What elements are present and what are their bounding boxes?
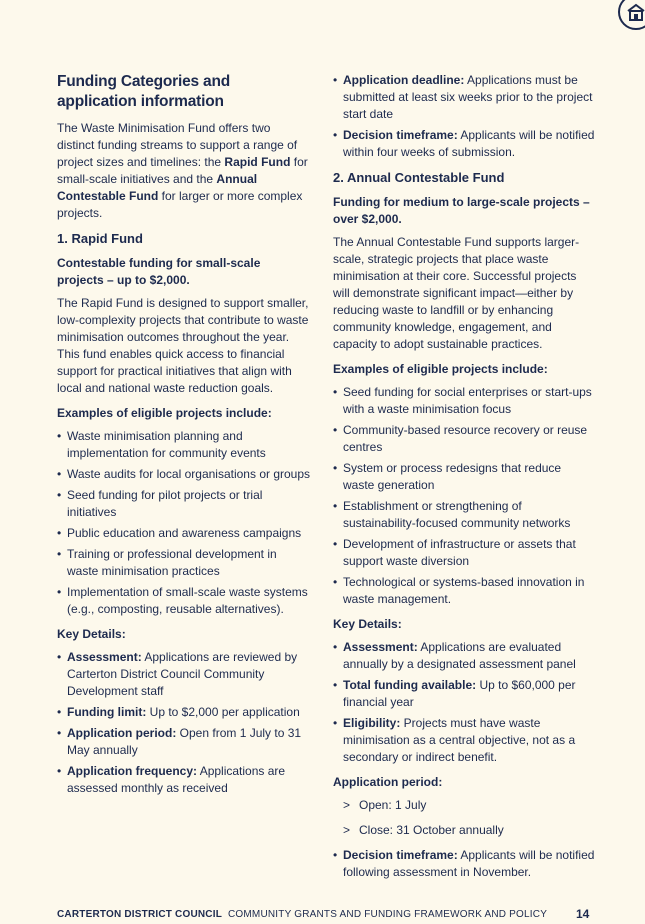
page-heading: Funding Categories and application information (57, 73, 230, 110)
application-period-list (333, 797, 595, 839)
rapid-fund-description: The Rapid Fund is designed to support smaller, low-complexity projects that contribute to waste minimisation outcomes throughout the year. This fund enables quick access to financial support for practical initiatives that align with local and national waste reduction goals. (57, 296, 309, 395)
annual-fund-subtitle: Funding for medium to large-scale projects – over $2,000. (333, 195, 590, 226)
annual-examples-heading: Examples of eligible projects include: (333, 362, 548, 376)
list-item: • Application period: Open from 1 July to 31 May annually (57, 725, 310, 759)
footer-document-title: COMMUNITY GRANTS AND FUNDING FRAMEWORK AND POLICY (227, 909, 548, 920)
application-period-heading: Application period: (333, 775, 443, 789)
rapid-fund-title: 1. Rapid Fund (57, 231, 143, 246)
list-item: • Eligibility: Projects must have waste minimisation as a central objective, not as a secondary or indirect benefit. (333, 715, 595, 766)
list-item: • Waste minimisation planning and implementation for community events (57, 428, 310, 462)
list-item: • Decision timeframe: Applicants will be notified within four weeks of submission. (333, 127, 595, 161)
list-item: • System or process redesigns that reduce waste generation (333, 460, 595, 494)
rapid-key-details-list (57, 649, 310, 797)
list-item: • Application deadline: Applications must be submitted at least six weeks prior to the project start date (333, 72, 595, 123)
list-item: • Technological or systems-based innovation in waste management. (333, 574, 595, 608)
list-item: • Seed funding for pilot projects or trial initiatives (57, 487, 310, 521)
rapid-key-details-continued (333, 72, 595, 161)
footer-organisation: CARTERTON DISTRICT COUNCIL (57, 909, 223, 920)
list-item: > Close: 31 October annually (333, 822, 595, 839)
home-icon (626, 3, 645, 21)
list-item: • Implementation of small-scale waste systems (e.g., composting, reusable alternatives). (57, 584, 310, 618)
rapid-examples-heading: Examples of eligible projects include: (57, 406, 272, 420)
list-item: • Decision timeframe: Applicants will be notified following assessment in November. (333, 847, 595, 881)
list-item: • Development of infrastructure or assets that support waste diversion (333, 536, 595, 570)
annual-key-details-list (333, 639, 595, 766)
list-item: • Public education and awareness campaigns (57, 525, 310, 542)
annual-key-details-heading: Key Details: (333, 617, 402, 631)
page-number: 14 (576, 907, 590, 921)
annual-examples-list (333, 384, 595, 608)
list-item: • Seed funding for social enterprises or start-ups with a waste minimisation focus (333, 384, 595, 418)
list-item: • Assessment: Applications are evaluated annually by a designated assessment panel (333, 639, 595, 673)
footer (57, 908, 589, 922)
list-item: • Total funding available: Up to $60,000 per financial year (333, 677, 595, 711)
list-item: > Open: 1 July (333, 797, 595, 814)
annual-fund-title: 2. Annual Contestable Fund (333, 170, 505, 185)
list-item: • Application frequency: Applications are assessed monthly as received (57, 763, 310, 797)
home-button[interactable] (618, 0, 645, 30)
rapid-examples-list (57, 428, 310, 618)
list-item: • Training or professional development in waste minimisation practices (57, 546, 310, 580)
right-column (333, 72, 595, 889)
rapid-key-details-heading: Key Details: (57, 627, 126, 641)
rapid-fund-subtitle: Contestable funding for small-scale projects – up to $2,000. (57, 256, 261, 287)
list-item: • Community-based resource recovery or reuse centres (333, 422, 595, 456)
list-item: • Assessment: Applications are reviewed by Carterton District Council Community Development staff (57, 649, 310, 700)
list-item: • Funding limit: Up to $2,000 per application (57, 704, 310, 721)
annual-fund-description: The Annual Contestable Fund supports larger-scale, strategic projects that place waste minimisation at their core. Successful projects will demonstrate significant impact—either by reducing waste to landfill or by enhancing community knowledge, engagement, and capacity to adopt sustainable practices. (333, 235, 580, 351)
intro-paragraph: The Waste Minimisation Fund offers two distinct funding streams to support a range of project sizes and timelines: the Rapid Fund for small-scale initiatives and the Annual Contestable Fund for larger or more complex projects. (57, 121, 308, 220)
list-item: • Establishment or strengthening of sustainability-focused community networks (333, 498, 595, 532)
left-column (57, 72, 310, 805)
list-item: • Waste audits for local organisations or groups (57, 466, 310, 483)
annual-decision-list (333, 847, 595, 881)
